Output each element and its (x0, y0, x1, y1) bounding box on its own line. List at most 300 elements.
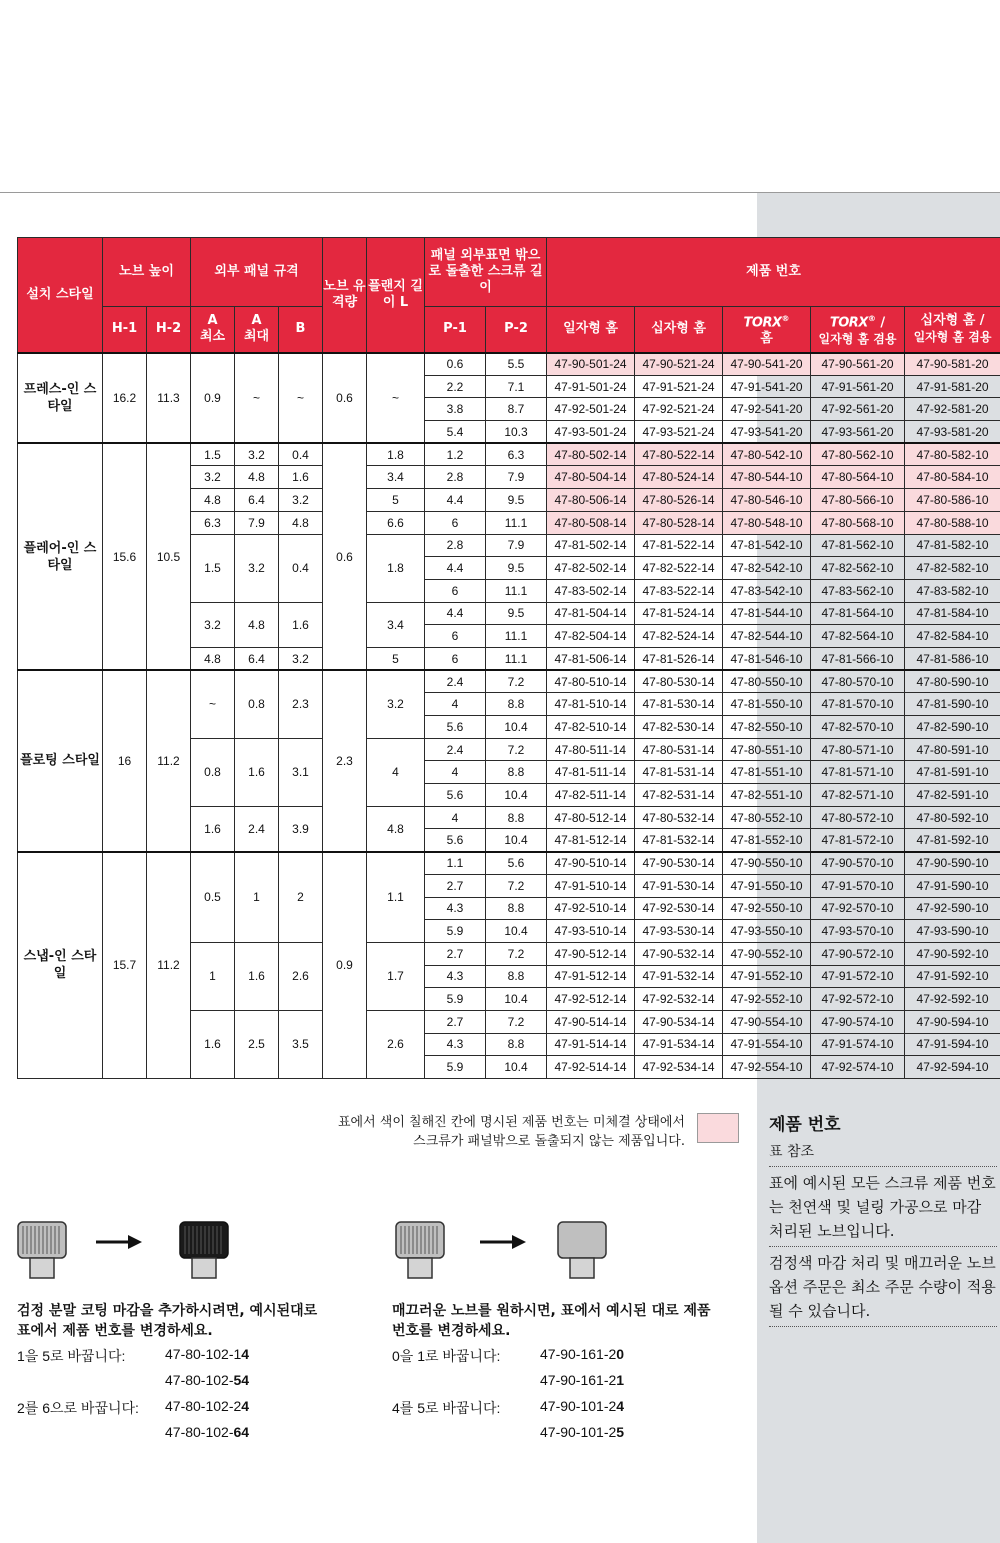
part-number-cell: 47-83-562-10 (811, 579, 905, 602)
part-number-cell: 47-91-512-14 (547, 965, 635, 988)
part-number-cell: 47-82-510-14 (547, 716, 635, 739)
header-p2: P-2 (486, 307, 547, 353)
b-cell: 2.3 (279, 670, 323, 738)
header-torx: TORX® 홈 (723, 307, 811, 353)
smooth-knob-ex1-to: 47-90-161-21 (540, 1372, 625, 1388)
a-min-cell: 1.5 (191, 443, 235, 466)
a-min-cell: 1.6 (191, 806, 235, 851)
p1-cell: 4.4 (425, 557, 486, 580)
p2-cell: 8.8 (486, 897, 547, 920)
p2-cell: 10.4 (486, 716, 547, 739)
part-number-cell: 47-90-594-10 (905, 1010, 1000, 1033)
part-number-cell: 47-92-554-10 (723, 1056, 811, 1079)
part-number-cell: 47-80-531-14 (635, 738, 723, 761)
part-number-cell: 47-91-590-10 (905, 874, 1000, 897)
part-number-cell: 47-91-532-14 (635, 965, 723, 988)
part-number-cell: 47-81-506-14 (547, 647, 635, 670)
p2-cell: 8.8 (486, 1033, 547, 1056)
a-max-cell: 6.4 (235, 489, 279, 512)
part-number-cell: 47-92-521-24 (635, 398, 723, 421)
p2-cell: 10.3 (486, 421, 547, 444)
part-number-cell: 47-93-530-14 (635, 920, 723, 943)
p2-cell: 7.9 (486, 466, 547, 489)
part-number-cell: 47-80-571-10 (811, 738, 905, 761)
p2-cell: 8.8 (486, 965, 547, 988)
b-cell: 2 (279, 852, 323, 943)
group-2 (18, 670, 1000, 852)
part-number-cell: 47-81-572-10 (811, 829, 905, 852)
p2-cell: 11.1 (486, 647, 547, 670)
part-number-cell: 47-80-566-10 (811, 489, 905, 512)
p1-cell: 0.6 (425, 353, 486, 376)
flange-length-cell: 1.8 (367, 443, 425, 466)
smooth-knob-instruction: 매끄러운 노브를 원하시면, 표에서 예시된 대로 제품 번호를 변경하세요. (392, 1303, 711, 1339)
a-max-cell: 1.6 (235, 942, 279, 1010)
p1-cell: 5.4 (425, 421, 486, 444)
p2-cell: 7.2 (486, 1010, 547, 1033)
p1-cell: 4.3 (425, 965, 486, 988)
h2-cell: 11.3 (147, 353, 191, 444)
p2-cell: 10.4 (486, 988, 547, 1011)
h2-cell: 10.5 (147, 443, 191, 670)
flange-length-cell: 4 (367, 738, 425, 806)
flange-length-cell: 6.6 (367, 511, 425, 534)
p2-cell: 7.2 (486, 942, 547, 965)
b-cell: 0.4 (279, 443, 323, 466)
p1-cell: 2.7 (425, 1010, 486, 1033)
p1-cell: 4.3 (425, 1033, 486, 1056)
part-number-cell: 47-81-511-14 (547, 761, 635, 784)
part-number-cell: 47-91-570-10 (811, 874, 905, 897)
flange-length-cell: 3.4 (367, 466, 425, 489)
a-max-cell: ~ (235, 353, 279, 444)
p2-cell: 8.8 (486, 761, 547, 784)
p2-cell: 7.2 (486, 874, 547, 897)
part-number-cell: 47-82-551-10 (723, 784, 811, 807)
p1-cell: 6 (425, 511, 486, 534)
a-min-cell: 0.5 (191, 852, 235, 943)
a-min-cell: 3.2 (191, 466, 235, 489)
sidebar-title: 제품 번호 (769, 1115, 841, 1135)
black-knurled-knob-icon (176, 1218, 232, 1280)
p2-cell: 6.3 (486, 443, 547, 466)
p2-cell: 9.5 (486, 489, 547, 512)
p2-cell: 10.4 (486, 829, 547, 852)
part-number-cell: 47-81-542-10 (723, 534, 811, 557)
part-number-cell: 47-80-592-10 (905, 806, 1000, 829)
knob-travel-cell: 0.6 (323, 443, 367, 670)
sidebar-para-2: 검정색 마감 처리 및 매끄러운 노브 옵션 주문은 최소 주문 수량이 적용될 수 있습니다. (769, 1247, 997, 1327)
part-number-cell: 47-80-502-14 (547, 443, 635, 466)
part-number-cell: 47-81-510-14 (547, 693, 635, 716)
part-number-cell: 47-80-524-14 (635, 466, 723, 489)
part-number-cell: 47-90-590-10 (905, 852, 1000, 875)
part-number-cell: 47-92-532-14 (635, 988, 723, 1011)
part-number-cell: 47-91-514-14 (547, 1033, 635, 1056)
part-number-cell: 47-81-532-14 (635, 829, 723, 852)
a-max-cell: 4.8 (235, 602, 279, 647)
a-max-cell: 1 (235, 852, 279, 943)
knob-travel-cell: 0.9 (323, 852, 367, 1079)
p2-cell: 10.4 (486, 1056, 547, 1079)
part-number-cell: 47-91-530-14 (635, 874, 723, 897)
p1-cell: 5.6 (425, 716, 486, 739)
part-number-cell: 47-91-550-10 (723, 874, 811, 897)
black-finish-ex2-to: 47-80-102-64 (165, 1424, 250, 1440)
part-number-cell: 47-81-590-10 (905, 693, 1000, 716)
header-a-min: A 최소 (191, 307, 235, 353)
header-install-style: 설치 스타일 (18, 238, 103, 353)
p1-cell: 4.3 (425, 897, 486, 920)
part-number-cell: 47-92-561-20 (811, 398, 905, 421)
part-number-cell: 47-83-502-14 (547, 579, 635, 602)
spec-table-container (17, 237, 1000, 1079)
part-number-cell: 47-82-544-10 (723, 625, 811, 648)
part-number-cell: 47-82-511-14 (547, 784, 635, 807)
smooth-knob-ex1-label: 0을 1로 바꿉니다: (392, 1348, 501, 1364)
part-number-cell: 47-81-550-10 (723, 693, 811, 716)
part-number-cell: 47-81-551-10 (723, 761, 811, 784)
part-number-cell: 47-90-574-10 (811, 1010, 905, 1033)
p1-cell: 6 (425, 625, 486, 648)
part-number-cell: 47-82-502-14 (547, 557, 635, 580)
b-cell: 3.5 (279, 1010, 323, 1078)
part-number-cell: 47-80-510-14 (547, 670, 635, 693)
part-number-cell: 47-92-570-10 (811, 897, 905, 920)
b-cell: 2.6 (279, 942, 323, 1010)
header-slot: 일자형 홈 (547, 307, 635, 353)
part-number-cell: 47-90-581-20 (905, 353, 1000, 376)
black-finish-ex2-label: 2를 6으로 바꿉니다: (17, 1400, 139, 1416)
header-knob-height: 노브 높이 (103, 238, 191, 307)
part-number-cell: 47-81-531-14 (635, 761, 723, 784)
smooth-knob-ex2-to: 47-90-101-25 (540, 1424, 625, 1440)
part-number-cell: 47-92-530-14 (635, 897, 723, 920)
part-number-cell: 47-81-524-14 (635, 602, 723, 625)
part-number-cell: 47-82-550-10 (723, 716, 811, 739)
part-number-cell: 47-91-534-14 (635, 1033, 723, 1056)
highlight-note-line2: 스크류가 패널밖으로 돌출되지 않는 제품입니다. (413, 1134, 685, 1149)
part-number-cell: 47-81-552-10 (723, 829, 811, 852)
part-number-cell: 47-90-592-10 (905, 942, 1000, 965)
h2-cell: 11.2 (147, 852, 191, 1079)
part-number-cell: 47-82-562-10 (811, 557, 905, 580)
part-number-cell: 47-92-550-10 (723, 897, 811, 920)
black-finish-ex2-from: 47-80-102-24 (165, 1398, 250, 1414)
a-min-cell: 4.8 (191, 489, 235, 512)
part-number-cell: 47-80-551-10 (723, 738, 811, 761)
sidebar-ref: 표 참조 (769, 1141, 997, 1167)
knob-travel-cell: 0.6 (323, 353, 367, 444)
p1-cell: 1.1 (425, 852, 486, 875)
part-number-cell: 47-90-532-14 (635, 942, 723, 965)
p1-cell: 6 (425, 579, 486, 602)
header-phillips-slot: 십자형 홈 / 일자형 홈 겸용 (905, 307, 1000, 353)
part-number-cell: 47-81-512-14 (547, 829, 635, 852)
part-number-cell: 47-90-514-14 (547, 1010, 635, 1033)
part-number-cell: 47-93-510-14 (547, 920, 635, 943)
part-number-cell: 47-92-552-10 (723, 988, 811, 1011)
part-number-cell: 47-80-528-14 (635, 511, 723, 534)
header-outer-panel: 외부 패널 규격 (191, 238, 323, 307)
part-number-cell: 47-80-562-10 (811, 443, 905, 466)
p2-cell: 11.1 (486, 511, 547, 534)
p1-cell: 5.9 (425, 988, 486, 1011)
flange-length-cell: 1.1 (367, 852, 425, 943)
header-p1: P-1 (425, 307, 486, 353)
knurled-knob-icon-2 (392, 1218, 448, 1280)
part-number-cell: 47-80-564-10 (811, 466, 905, 489)
part-number-cell: 47-80-508-14 (547, 511, 635, 534)
part-number-cell: 47-81-591-10 (905, 761, 1000, 784)
part-number-cell: 47-82-582-10 (905, 557, 1000, 580)
b-cell: 3.9 (279, 806, 323, 851)
part-number-cell: 47-93-550-10 (723, 920, 811, 943)
part-number-cell: 47-80-526-14 (635, 489, 723, 512)
a-min-cell: 1 (191, 942, 235, 1010)
sidebar-para-1: 표에 예시된 모든 스크류 제품 번호는 천연색 및 널링 가공으로 마감 처리된 노브입니다. (769, 1167, 997, 1247)
h1-cell: 15.6 (103, 443, 147, 670)
p1-cell: 5.6 (425, 829, 486, 852)
part-number-cell: 47-93-590-10 (905, 920, 1000, 943)
part-number-cell: 47-80-522-14 (635, 443, 723, 466)
flange-length-cell: 1.7 (367, 942, 425, 1010)
b-cell: 3.2 (279, 647, 323, 670)
h2-cell: 11.2 (147, 670, 191, 852)
p1-cell: 5.9 (425, 920, 486, 943)
part-number-cell: 47-93-521-24 (635, 421, 723, 444)
part-number-cell: 47-80-550-10 (723, 670, 811, 693)
flange-length-cell: 5 (367, 489, 425, 512)
p2-cell: 7.1 (486, 375, 547, 398)
part-number-cell: 47-90-521-24 (635, 353, 723, 376)
p2-cell: 8.7 (486, 398, 547, 421)
p2-cell: 5.6 (486, 852, 547, 875)
p1-cell: 2.2 (425, 375, 486, 398)
part-number-cell: 47-90-550-10 (723, 852, 811, 875)
part-number-cell: 47-80-512-14 (547, 806, 635, 829)
part-number-cell: 47-91-574-10 (811, 1033, 905, 1056)
b-cell: 1.6 (279, 602, 323, 647)
p1-cell: 2.4 (425, 670, 486, 693)
header-a-max: A 최대 (235, 307, 279, 353)
header-screw-length: 패널 외부표면 밖으로 돌출한 스크류 길이 (425, 238, 547, 307)
arrow-right-icon (96, 1233, 144, 1251)
header-product-no: 제품 번호 (547, 238, 1000, 307)
part-number-cell: 47-92-574-10 (811, 1056, 905, 1079)
part-number-cell: 47-92-534-14 (635, 1056, 723, 1079)
part-number-cell: 47-80-552-10 (723, 806, 811, 829)
a-max-cell: 2.4 (235, 806, 279, 851)
part-number-cell: 47-81-570-10 (811, 693, 905, 716)
part-number-cell: 47-80-582-10 (905, 443, 1000, 466)
part-number-cell: 47-80-586-10 (905, 489, 1000, 512)
part-number-cell: 47-83-582-10 (905, 579, 1000, 602)
group-3 (18, 852, 1000, 1079)
h1-cell: 16.2 (103, 353, 147, 444)
part-number-cell: 47-91-552-10 (723, 965, 811, 988)
part-number-cell: 47-82-542-10 (723, 557, 811, 580)
part-number-cell: 47-80-530-14 (635, 670, 723, 693)
part-number-cell: 47-91-541-20 (723, 375, 811, 398)
part-number-cell: 47-80-542-10 (723, 443, 811, 466)
b-cell: 0.4 (279, 534, 323, 602)
b-cell: 1.6 (279, 466, 323, 489)
part-number-cell: 47-92-572-10 (811, 988, 905, 1011)
p2-cell: 10.4 (486, 784, 547, 807)
part-number-cell: 47-83-542-10 (723, 579, 811, 602)
install-style-cell: 플레어-인 스타일 (18, 443, 103, 670)
part-number-cell: 47-91-572-10 (811, 965, 905, 988)
part-number-cell: 47-80-506-14 (547, 489, 635, 512)
part-number-cell: 47-90-552-10 (723, 942, 811, 965)
p1-cell: 2.8 (425, 466, 486, 489)
p2-cell: 11.1 (486, 579, 547, 602)
part-number-cell: 47-82-584-10 (905, 625, 1000, 648)
a-min-cell: ~ (191, 670, 235, 738)
p1-cell: 6 (425, 647, 486, 670)
p1-cell: 1.2 (425, 443, 486, 466)
p1-cell: 4 (425, 806, 486, 829)
a-min-cell: 0.9 (191, 353, 235, 444)
p2-cell: 10.4 (486, 920, 547, 943)
part-number-cell: 47-81-571-10 (811, 761, 905, 784)
flange-length-cell: 3.4 (367, 602, 425, 647)
part-number-cell: 47-82-590-10 (905, 716, 1000, 739)
group-1 (18, 443, 1000, 670)
flange-length-cell: 2.6 (367, 1010, 425, 1078)
part-number-cell: 47-93-561-20 (811, 421, 905, 444)
part-number-cell: 47-80-544-10 (723, 466, 811, 489)
part-number-cell: 47-90-541-20 (723, 353, 811, 376)
p1-cell: 2.8 (425, 534, 486, 557)
part-number-cell: 47-81-592-10 (905, 829, 1000, 852)
b-cell: 4.8 (279, 511, 323, 534)
a-max-cell: 6.4 (235, 647, 279, 670)
knob-travel-cell: 2.3 (323, 670, 367, 852)
p1-cell: 3.8 (425, 398, 486, 421)
a-max-cell: 2.5 (235, 1010, 279, 1078)
part-number-cell: 47-90-501-24 (547, 353, 635, 376)
header-flange-length: 플랜지 길이 L (367, 238, 425, 353)
black-finish-ex1-to: 47-80-102-54 (165, 1372, 250, 1388)
part-number-cell: 47-90-572-10 (811, 942, 905, 965)
p1-cell: 4.4 (425, 489, 486, 512)
part-number-cell: 47-92-512-14 (547, 988, 635, 1011)
part-number-cell: 47-81-504-14 (547, 602, 635, 625)
part-number-cell: 47-93-581-20 (905, 421, 1000, 444)
part-number-cell: 47-90-570-10 (811, 852, 905, 875)
part-number-cell: 47-82-570-10 (811, 716, 905, 739)
part-number-cell: 47-81-584-10 (905, 602, 1000, 625)
a-max-cell: 0.8 (235, 670, 279, 738)
b-cell: ~ (279, 353, 323, 444)
part-number-cell: 47-82-504-14 (547, 625, 635, 648)
part-number-cell: 47-91-592-10 (905, 965, 1000, 988)
part-number-cell: 47-80-511-14 (547, 738, 635, 761)
black-finish-instruction: 검정 분말 코팅 마감을 추가하시려면, 예시된대로 표에서 제품 번호를 변경하세요. (17, 1303, 318, 1339)
part-number-cell: 47-81-566-10 (811, 647, 905, 670)
part-number-cell: 47-82-530-14 (635, 716, 723, 739)
table-row (18, 443, 1000, 466)
part-number-cell: 47-92-514-14 (547, 1056, 635, 1079)
flange-length-cell: 5 (367, 647, 425, 670)
part-number-cell: 47-80-546-10 (723, 489, 811, 512)
header-h2: H-2 (147, 307, 191, 353)
part-number-cell: 47-91-501-24 (547, 375, 635, 398)
a-max-cell: 7.9 (235, 511, 279, 534)
a-max-cell: 4.8 (235, 466, 279, 489)
smooth-knob-ex2-label: 4를 5로 바꿉니다: (392, 1400, 501, 1416)
part-number-cell: 47-81-544-10 (723, 602, 811, 625)
part-number-cell: 47-80-570-10 (811, 670, 905, 693)
part-number-cell: 47-93-501-24 (547, 421, 635, 444)
part-number-cell: 47-82-522-14 (635, 557, 723, 580)
black-finish-ex1-label: 1을 5로 바꿉니다: (17, 1348, 126, 1364)
part-number-cell: 47-81-582-10 (905, 534, 1000, 557)
a-min-cell: 4.8 (191, 647, 235, 670)
part-number-cell: 47-80-548-10 (723, 511, 811, 534)
part-number-cell: 47-80-572-10 (811, 806, 905, 829)
part-number-cell: 47-81-546-10 (723, 647, 811, 670)
part-number-cell: 47-82-591-10 (905, 784, 1000, 807)
a-max-cell: 1.6 (235, 738, 279, 806)
part-number-cell: 47-90-510-14 (547, 852, 635, 875)
part-number-cell: 47-92-501-24 (547, 398, 635, 421)
part-number-cell: 47-80-584-10 (905, 466, 1000, 489)
part-number-cell: 47-91-581-20 (905, 375, 1000, 398)
part-number-cell: 47-81-522-14 (635, 534, 723, 557)
black-finish-ex1-from: 47-80-102-14 (165, 1346, 250, 1362)
a-max-cell: 3.2 (235, 443, 279, 466)
highlight-note-line1: 표에서 색이 칠해진 칸에 명시된 제품 번호는 미체결 상태에서 (337, 1115, 685, 1130)
p1-cell: 2.7 (425, 874, 486, 897)
group-0 (18, 353, 1000, 444)
flange-length-cell: ~ (367, 353, 425, 444)
p1-cell: 4 (425, 761, 486, 784)
part-number-cell: 47-92-541-20 (723, 398, 811, 421)
table-row (18, 670, 1000, 693)
part-number-cell: 47-82-571-10 (811, 784, 905, 807)
part-number-cell: 47-92-581-20 (905, 398, 1000, 421)
b-cell: 3.1 (279, 738, 323, 806)
p1-cell: 2.4 (425, 738, 486, 761)
part-number-cell: 47-92-592-10 (905, 988, 1000, 1011)
p2-cell: 5.5 (486, 353, 547, 376)
header-h1: H-1 (103, 307, 147, 353)
h1-cell: 16 (103, 670, 147, 852)
part-number-cell: 47-80-590-10 (905, 670, 1000, 693)
arrow-right-icon-2 (480, 1233, 528, 1251)
part-number-cell: 47-80-588-10 (905, 511, 1000, 534)
part-number-cell: 47-92-594-10 (905, 1056, 1000, 1079)
part-number-cell: 47-80-591-10 (905, 738, 1000, 761)
part-number-cell: 47-90-561-20 (811, 353, 905, 376)
flange-length-cell: 1.8 (367, 534, 425, 602)
part-number-cell: 47-91-510-14 (547, 874, 635, 897)
header-torx-slot: TORX® / 일자형 홈 겸용 (811, 307, 905, 353)
p2-cell: 7.9 (486, 534, 547, 557)
a-max-cell: 3.2 (235, 534, 279, 602)
part-number-cell: 47-92-590-10 (905, 897, 1000, 920)
p2-cell: 8.8 (486, 806, 547, 829)
part-number-cell: 47-80-532-14 (635, 806, 723, 829)
highlight-swatch (697, 1113, 739, 1143)
part-number-cell: 47-91-521-24 (635, 375, 723, 398)
part-number-cell: 47-83-522-14 (635, 579, 723, 602)
part-number-cell: 47-81-502-14 (547, 534, 635, 557)
p2-cell: 8.8 (486, 693, 547, 716)
